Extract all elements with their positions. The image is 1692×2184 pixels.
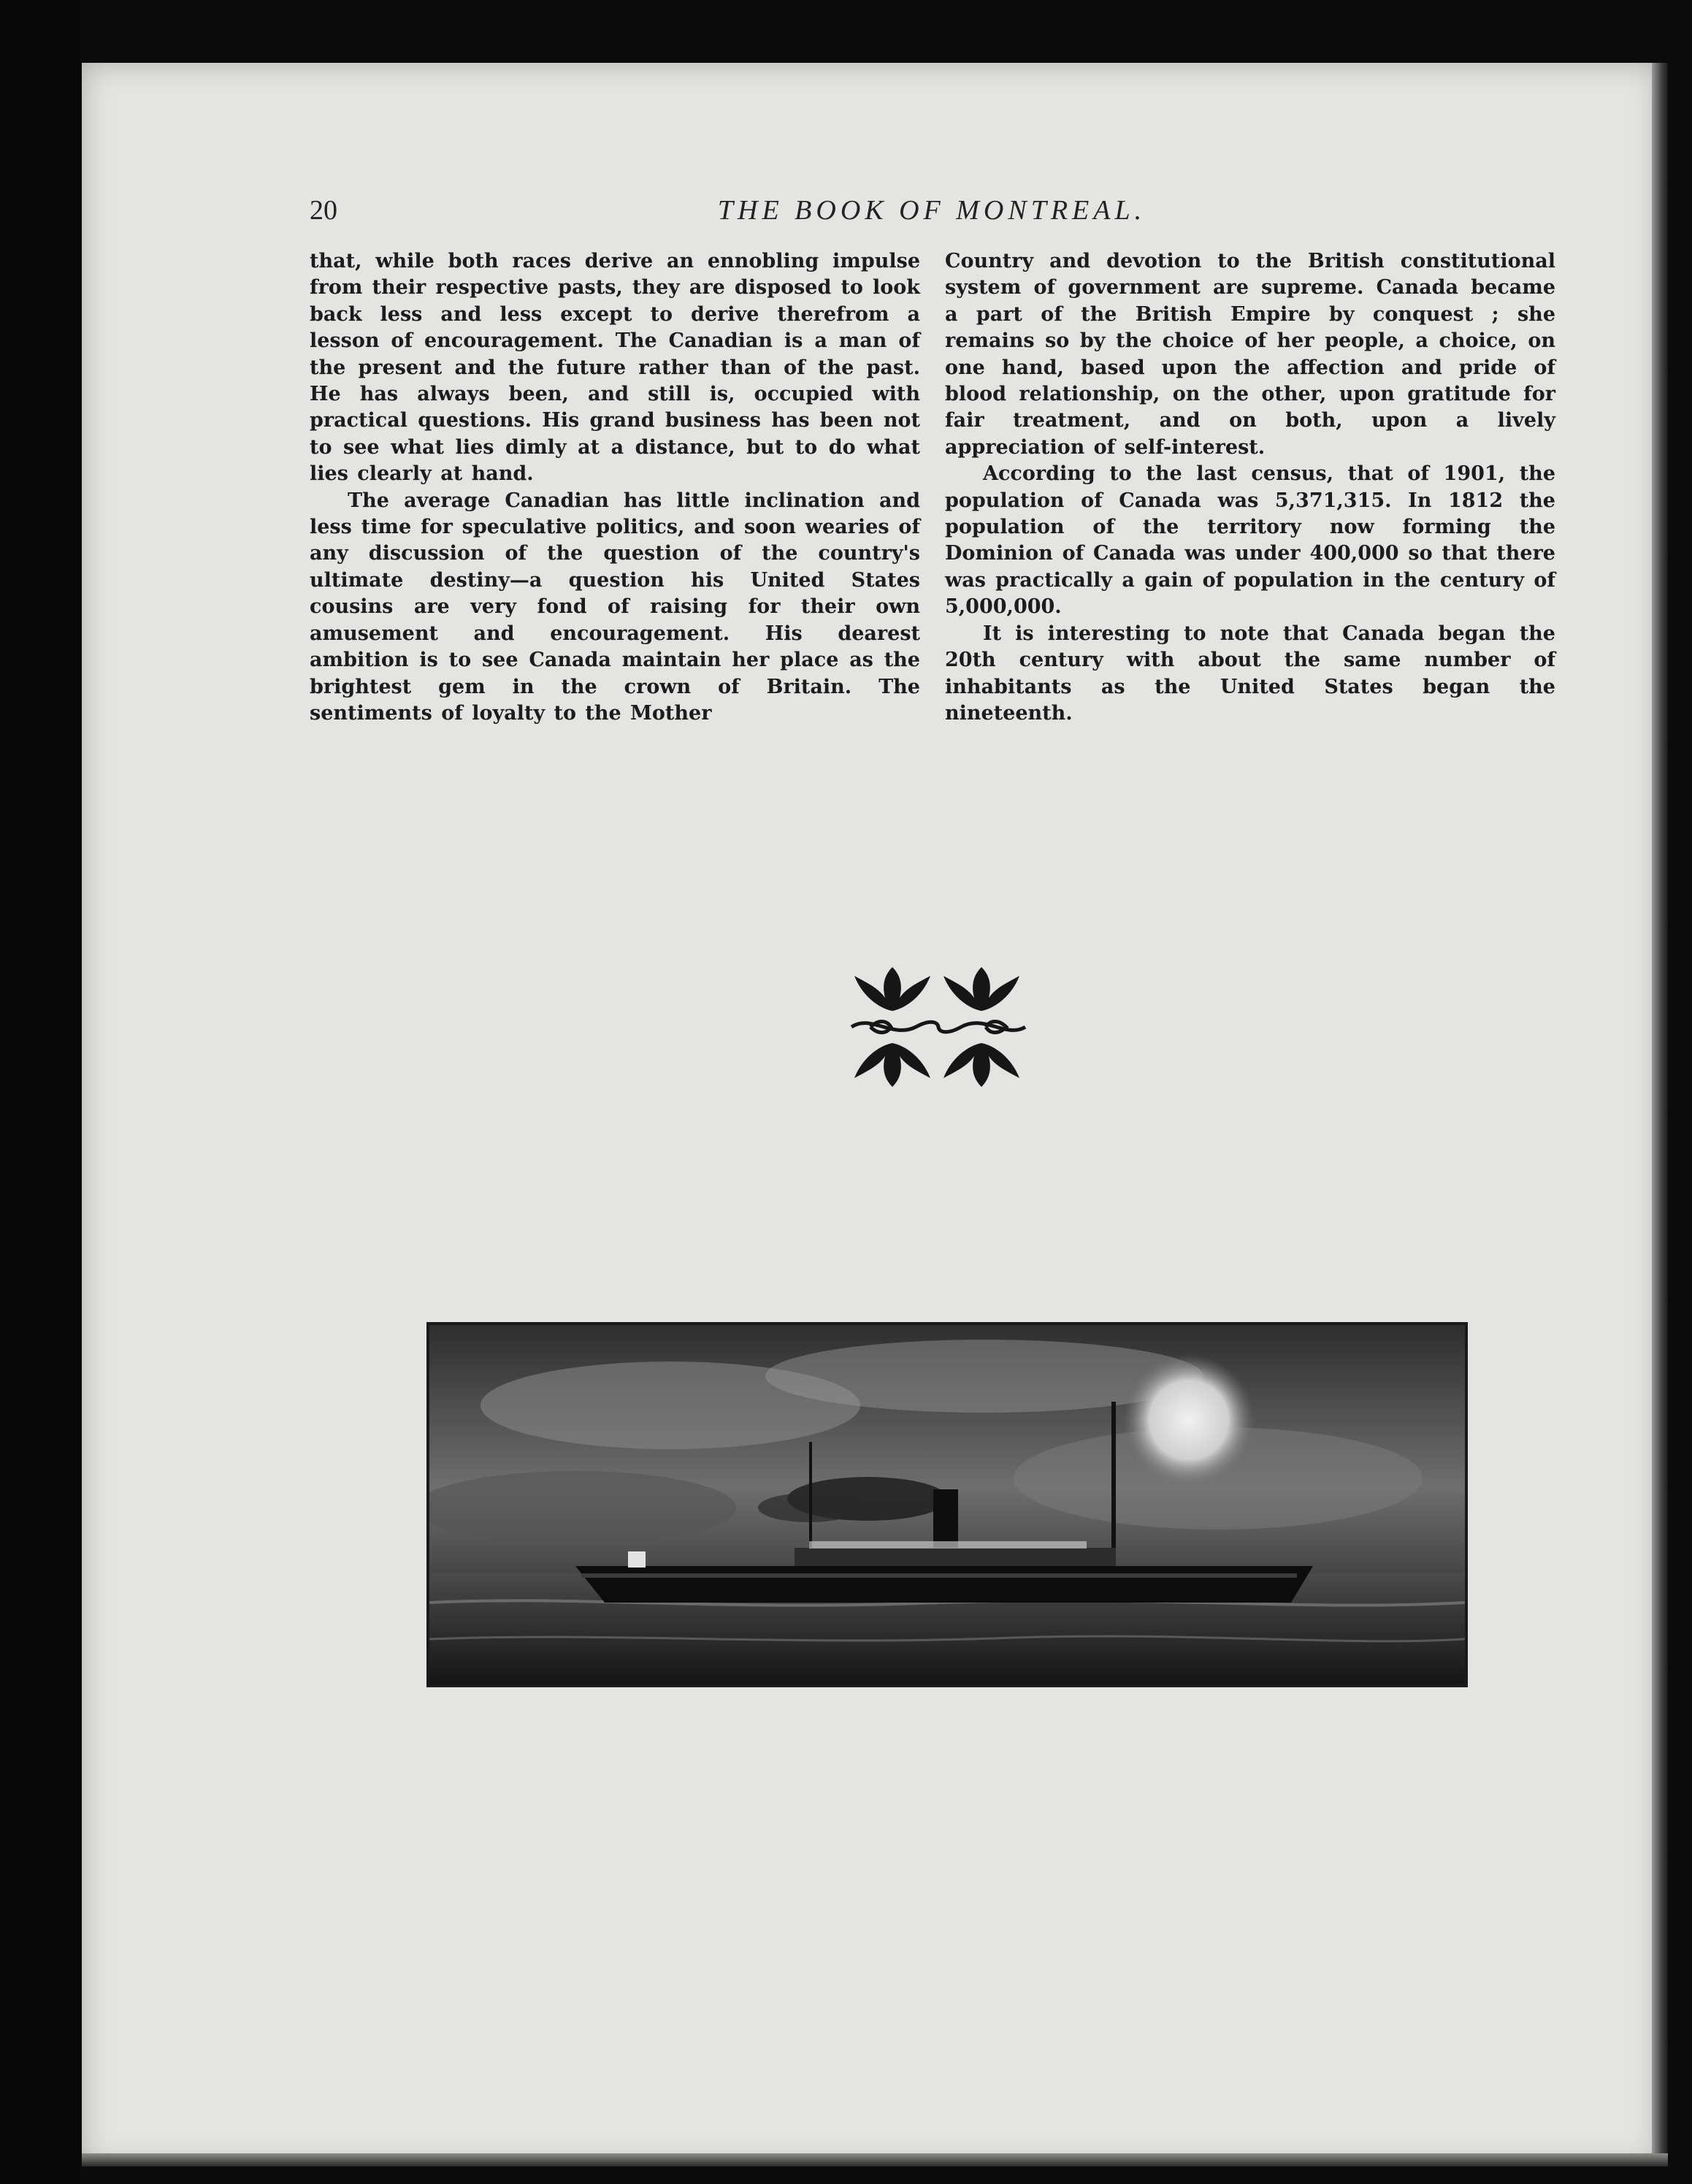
page-edge-bottom [82,2153,1668,2166]
text-column-left [310,248,920,727]
paragraph: that, while both races derive an ennobling impulse from their respective pasts, they are disposed to look back less and less except to derive therefrom a lesson of encouragement. The Canadian is a man of the present and the future rather than of the past. He has always been, and still is, occupied with practical questions. His grand business has been not to see what lies dimly at a distance, but to do what lies clearly at hand. [310,250,920,486]
steamship-at-sea-photo [426,1322,1468,1687]
page-edge-right [1652,63,1668,2166]
paragraph: It is interesting to note that Canada began the 20th century with about the same number of inhabitants as the United States began the nineteenth. [945,622,1555,725]
paragraph: According to the last census, that of 1901, the population of Canada was 5,371,315. In 1812 the population of the territory now forming the Dominion of Canada was under 400,000 so that there was practically a gain of population in the century of 5,000,000. [945,462,1555,619]
running-head [310,194,1554,231]
scan-background-left [0,0,80,2184]
text-column-right [945,248,1555,727]
page-number: 20 [310,195,337,226]
running-title: THE BOOK OF MONTREAL. [717,195,1146,226]
paragraph: The average Canadian has little inclination and less time for speculative politics, and soon wearies of any discussion of the question of the country's ultimate destiny—a question his United States cousins are very fond of raising for their own amusement and encouragement. His dearest ambition is to see Canada maintain her place as the brightest gem in the crown of Britain. The sentiments of loyalty to the Mother [310,489,920,725]
floral-lotus-ornament-icon [849,966,1028,1088]
paragraph: Country and devotion to the British constitutional system of government are supreme. Canada became a part of the British Empire by conquest ; she remains so by the choice of her people, a choice, on one hand, based upon the affection and pride of blood relationship, on the other, upon gratitude for fair treatment, and on both, upon a lively appreciation of self-interest. [945,250,1555,459]
